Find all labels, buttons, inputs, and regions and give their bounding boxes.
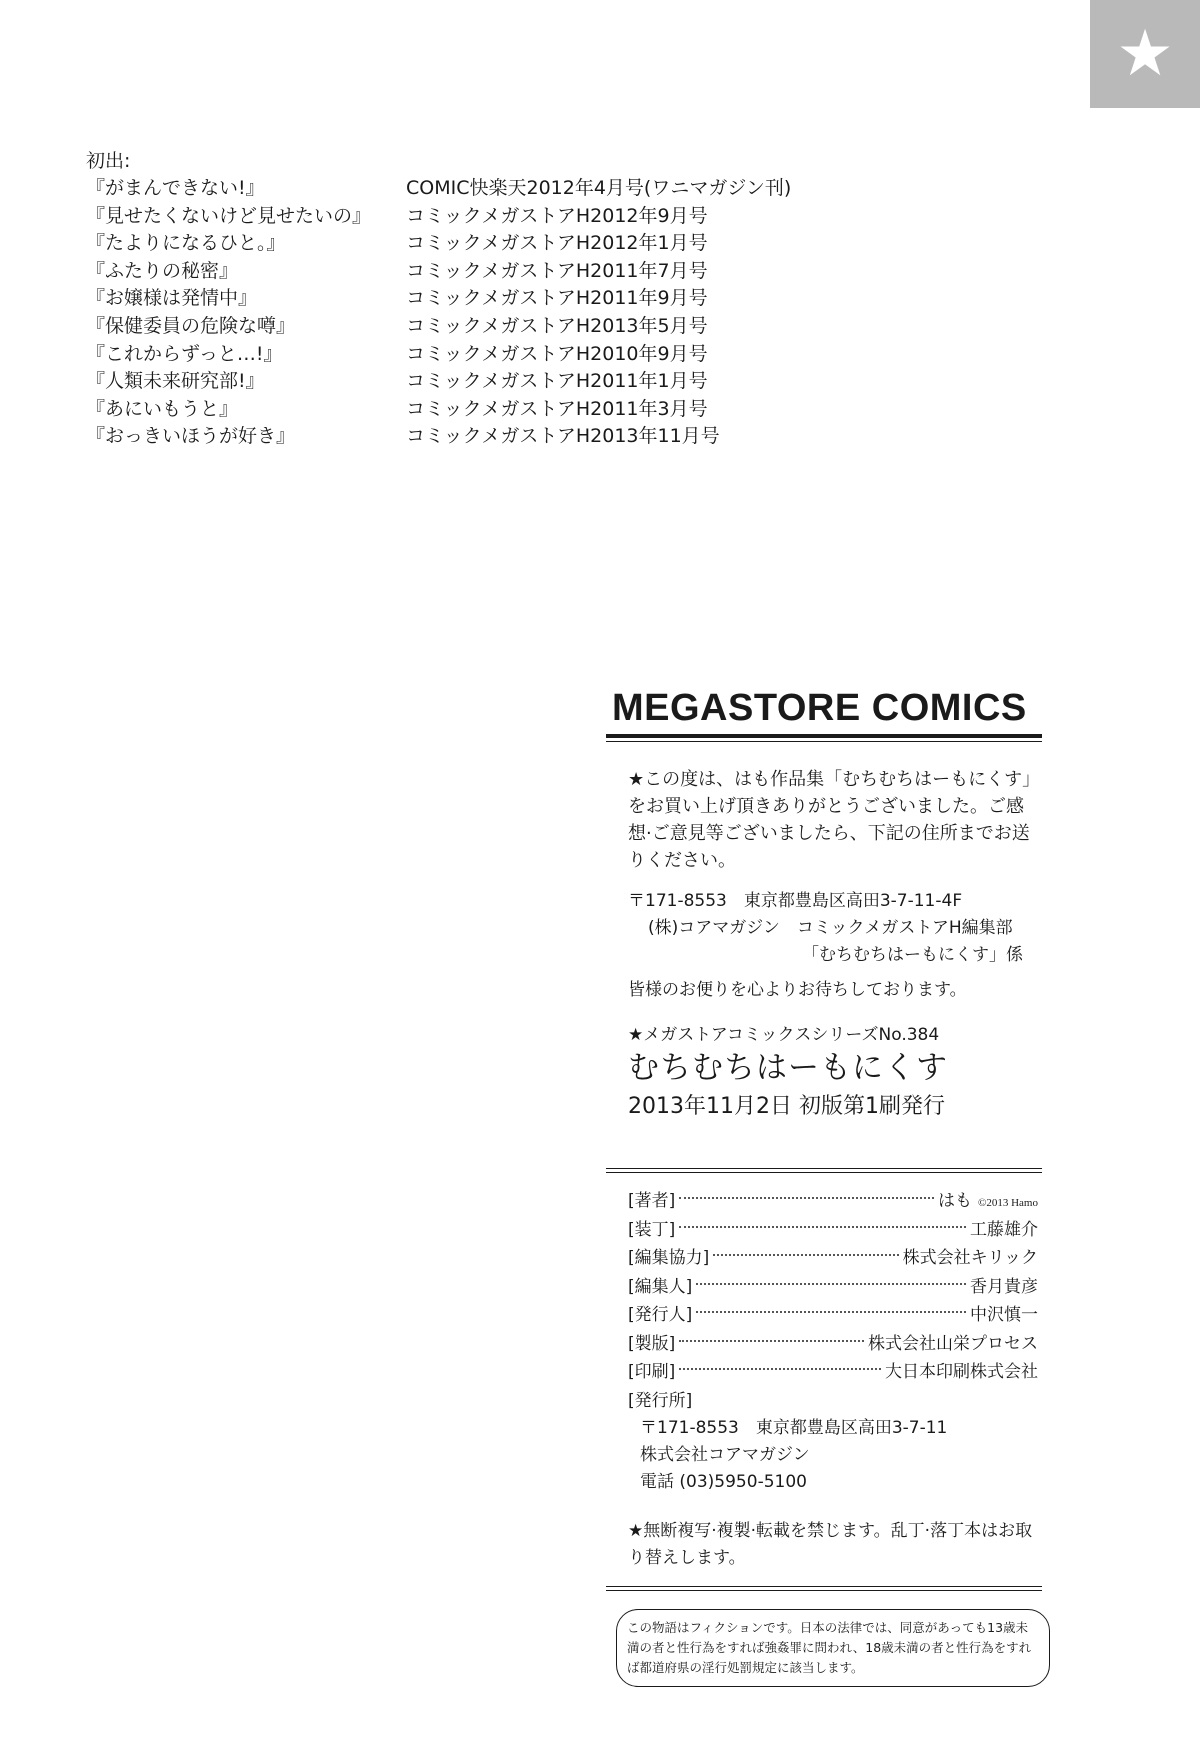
fiction-disclaimer: この物語はフィクションです。日本の法律では、同意があっても13歳未満の者と性行為をすれば強姦罪に問われ、18歳未満の者と性行為をすれば都道府県の淫行処罰規定に該当します。 <box>616 1609 1050 1687</box>
list-item <box>86 423 886 451</box>
credit-role: [印刷] <box>628 1362 676 1382</box>
first-publication-list <box>86 148 886 451</box>
thanks-message: ★この度は、はも作品集「むちむちはーもにくす」をお買い上げ頂きありがとうございました。ご感想·ご意見等ございましたら、下記の住所までお送りください。 <box>628 769 1032 871</box>
credit-row <box>628 1330 1038 1359</box>
publisher-phone: 電話 (03)5950-5100 <box>640 1471 807 1492</box>
story-source: コミックメガストアH2011年3月号 <box>406 397 708 420</box>
story-source: コミックメガストアH2012年9月号 <box>406 204 708 227</box>
await-message: 皆様のお便りを心よりお待ちしております。 <box>628 980 967 1000</box>
divider <box>606 1172 1042 1173</box>
leader-dots <box>679 1368 881 1370</box>
story-source: コミックメガストアH2011年9月号 <box>406 287 708 310</box>
credit-row <box>628 1187 1038 1216</box>
story-title: 『あにいもうと』 <box>86 397 239 420</box>
leader-dots <box>679 1197 934 1199</box>
mailing-address <box>628 888 1042 969</box>
credit-role: [製版] <box>628 1333 676 1354</box>
list-item <box>86 230 886 258</box>
publisher-company: 株式会社コアマガジン <box>640 1444 810 1465</box>
divider <box>606 1586 1042 1587</box>
credit-row <box>628 1216 1038 1245</box>
credit-name: 大日本印刷株式会社 <box>885 1362 1038 1382</box>
credit-name: 香月貴彦 <box>970 1276 1038 1297</box>
story-source: コミックメガストアH2013年5月号 <box>406 314 708 337</box>
leader-dots <box>713 1254 898 1256</box>
story-title: 『お嬢様は発情中』 <box>86 287 258 310</box>
credit-row <box>628 1273 1038 1302</box>
story-title: 『これからずっと…!』 <box>86 342 283 365</box>
publisher-block <box>628 1387 1042 1496</box>
star-icon: ★ <box>1116 17 1174 91</box>
credit-role: [編集人] <box>628 1276 693 1297</box>
book-title: むちむちはーもにくす <box>628 1050 948 1086</box>
credits-list <box>628 1187 1038 1387</box>
story-source: コミックメガストアH2011年1月号 <box>406 370 708 393</box>
series-number: ★メガストアコミックスシリーズNo.384 <box>628 1025 940 1045</box>
story-title: 『ふたりの秘密』 <box>86 259 239 282</box>
divider <box>606 734 1042 738</box>
publication-date: 2013年11月2日 初版第1刷発行 <box>628 1094 945 1119</box>
story-title: 『保健委員の危険な噂』 <box>86 314 296 337</box>
story-source: コミックメガストアH2010年9月号 <box>406 342 708 365</box>
credit-row <box>628 1244 1038 1273</box>
credit-name: 中沢慎一 <box>970 1305 1038 1325</box>
credit-name: 株式会社山栄プロセス <box>868 1333 1038 1354</box>
divider <box>606 1168 1042 1169</box>
corner-tab <box>1090 0 1200 108</box>
first-publication-label: 初出: <box>86 150 131 172</box>
credit-role: [発行人] <box>628 1305 693 1325</box>
colophon <box>606 688 1042 1687</box>
story-source: コミックメガストアH2012年1月号 <box>406 232 708 255</box>
story-title: 『人類未来研究部!』 <box>86 370 265 393</box>
list-item <box>86 341 886 369</box>
list-item <box>86 368 886 396</box>
story-title: 『がまんできない!』 <box>86 177 265 199</box>
leader-dots <box>696 1311 966 1313</box>
credit-role: [著者] <box>628 1191 676 1211</box>
publisher-address: 〒171-8553 東京都豊島区高田3-7-11 <box>640 1417 948 1438</box>
address-line: 〒171-8553 東京都豊島区高田3-7-11-4F <box>628 891 963 911</box>
credit-name: はも <box>938 1191 972 1211</box>
credit-role: [装丁] <box>628 1219 676 1240</box>
story-source: コミックメガストアH2013年11月号 <box>406 425 720 448</box>
brand-logo: MEGASTORE COMICS <box>612 687 1027 729</box>
leader-dots <box>679 1340 864 1342</box>
story-title: 『見せたくないけど見せたいの』 <box>86 204 372 227</box>
credit-name: 工藤雄介 <box>970 1219 1038 1240</box>
credit-row <box>628 1358 1038 1387</box>
credit-role: [編集協力] <box>628 1248 710 1268</box>
divider <box>606 741 1042 742</box>
story-source: COMIC快楽天2012年4月号(ワニマガジン刊) <box>406 177 792 199</box>
credit-name: 株式会社キリック <box>902 1248 1038 1268</box>
publisher-role: [発行所] <box>628 1390 693 1411</box>
copyright-notice: ★無断複写·複製·転載を禁じます。乱丁·落丁本はお取り替えします。 <box>628 1520 1033 1568</box>
list-item <box>86 396 886 424</box>
list-item <box>86 285 886 313</box>
divider <box>606 1590 1042 1591</box>
credit-row <box>628 1301 1038 1330</box>
leader-dots <box>679 1226 966 1228</box>
story-source: コミックメガストアH2011年7月号 <box>406 259 708 282</box>
address-line: 「むちむちはーもにくす」係 <box>802 945 1023 965</box>
list-item <box>86 313 886 341</box>
leader-dots <box>696 1283 966 1285</box>
story-title: 『おっきいほうが好き』 <box>86 425 296 448</box>
address-line: (株)コアマガジン コミックメガストアH編集部 <box>648 918 1013 938</box>
copyright-mark: ©2013 Hamo <box>978 1197 1038 1209</box>
story-title: 『たよりになるひと。』 <box>86 232 286 255</box>
list-item <box>86 203 886 231</box>
list-item <box>86 258 886 286</box>
list-item <box>86 175 886 203</box>
